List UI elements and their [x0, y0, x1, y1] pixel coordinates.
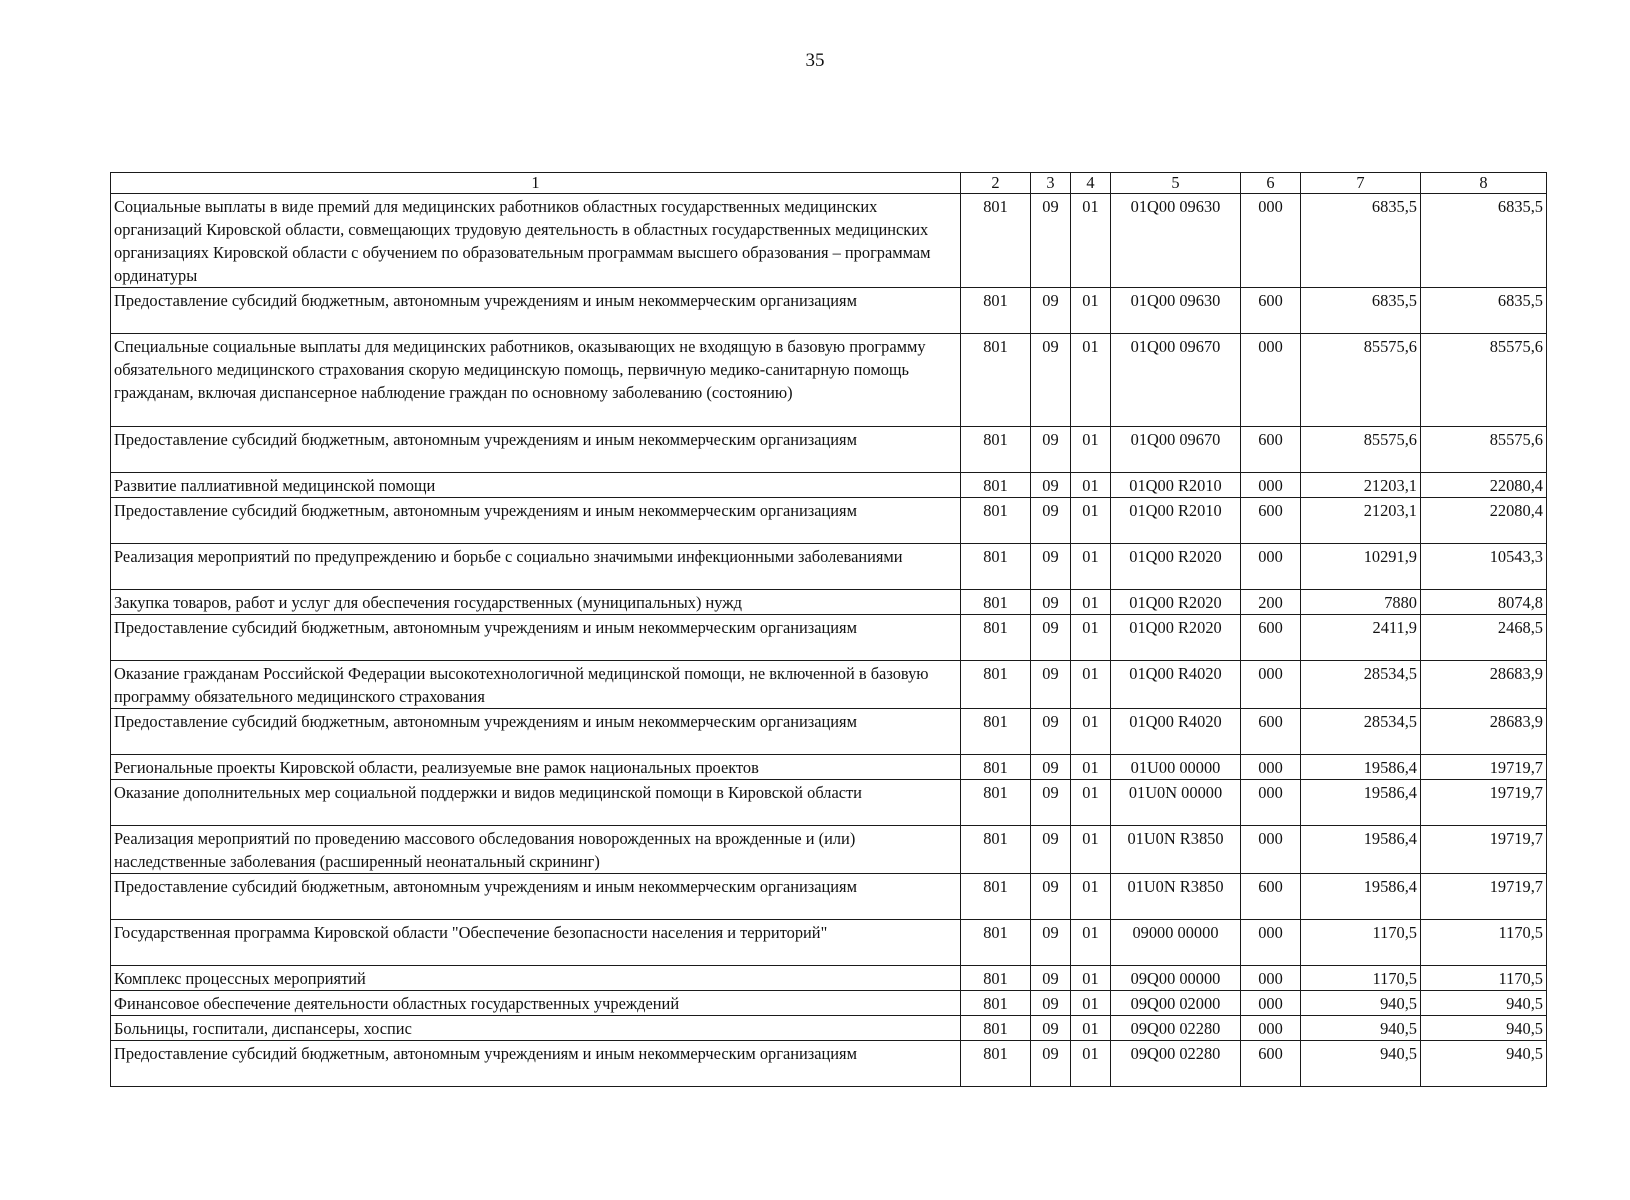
- row-code-2-cell: 801: [961, 334, 1031, 427]
- row-amount-7-cell: 85575,6: [1301, 334, 1421, 427]
- row-amount-8-cell: 6835,5: [1421, 288, 1547, 334]
- row-code-5-cell: 09Q00 02280: [1111, 1041, 1241, 1087]
- table-row: [111, 709, 1547, 755]
- row-code-3-cell: 09: [1031, 966, 1071, 991]
- row-code-2-cell: 801: [961, 1016, 1031, 1041]
- row-amount-8-cell: 1170,5: [1421, 920, 1547, 966]
- row-amount-7-cell: 6835,5: [1301, 194, 1421, 288]
- table-row: [111, 661, 1547, 709]
- row-code-6-cell: 000: [1241, 473, 1301, 498]
- row-code-3-cell: 09: [1031, 1041, 1071, 1087]
- row-code-5-cell: 01U0N 00000: [1111, 780, 1241, 826]
- table-row: [111, 874, 1547, 920]
- row-amount-7-cell: 940,5: [1301, 991, 1421, 1016]
- row-code-2-cell: 801: [961, 590, 1031, 615]
- row-code-4-cell: 01: [1071, 755, 1111, 780]
- row-code-6-cell: 600: [1241, 288, 1301, 334]
- row-code-6-cell: 200: [1241, 590, 1301, 615]
- row-code-6-cell: 600: [1241, 498, 1301, 544]
- row-amount-7-cell: 21203,1: [1301, 498, 1421, 544]
- row-code-5-cell: 01U0N R3850: [1111, 826, 1241, 874]
- row-code-4-cell: 01: [1071, 661, 1111, 709]
- row-code-3-cell: 09: [1031, 288, 1071, 334]
- row-name-cell: Развитие паллиативной медицинской помощи: [111, 473, 961, 498]
- row-amount-8-cell: 10543,3: [1421, 544, 1547, 590]
- row-name-cell: Специальные социальные выплаты для медицинских работников, оказывающих не входящую в базовую программу обязательного медицинского страхования скорую медицинскую помощь, первичную медико-санитарную помощь гражданам, включая диспансерное наблюдение граждан по основному заболеванию (состоянию): [111, 334, 961, 427]
- row-name-cell: Больницы, госпитали, диспансеры, хоспис: [111, 1016, 961, 1041]
- table-row: [111, 826, 1547, 874]
- row-code-2-cell: 801: [961, 615, 1031, 661]
- row-amount-8-cell: 28683,9: [1421, 709, 1547, 755]
- row-code-5-cell: 01Q00 R4020: [1111, 661, 1241, 709]
- row-code-4-cell: 01: [1071, 1041, 1111, 1087]
- row-code-2-cell: 801: [961, 920, 1031, 966]
- row-amount-7-cell: 6835,5: [1301, 288, 1421, 334]
- row-code-6-cell: 000: [1241, 1016, 1301, 1041]
- header-row: [111, 173, 1547, 194]
- table-row: [111, 194, 1547, 288]
- row-code-4-cell: 01: [1071, 498, 1111, 544]
- column-header: 1: [111, 173, 961, 194]
- row-code-3-cell: 09: [1031, 473, 1071, 498]
- table-row: [111, 615, 1547, 661]
- row-code-5-cell: 01Q00 R2010: [1111, 498, 1241, 544]
- row-code-2-cell: 801: [961, 755, 1031, 780]
- column-header: 6: [1241, 173, 1301, 194]
- table-row: [111, 780, 1547, 826]
- row-amount-8-cell: 19719,7: [1421, 755, 1547, 780]
- row-code-2-cell: 801: [961, 780, 1031, 826]
- row-code-3-cell: 09: [1031, 826, 1071, 874]
- row-code-5-cell: 09Q00 02280: [1111, 1016, 1241, 1041]
- row-code-6-cell: 600: [1241, 874, 1301, 920]
- row-name-cell: Реализация мероприятий по предупреждению и борьбе с социально значимыми инфекционными заболеваниями: [111, 544, 961, 590]
- row-code-2-cell: 801: [961, 826, 1031, 874]
- row-name-cell: Оказание дополнительных мер социальной поддержки и видов медицинской помощи в Кировской области: [111, 780, 961, 826]
- row-code-3-cell: 09: [1031, 755, 1071, 780]
- row-code-5-cell: 01Q00 R2020: [1111, 615, 1241, 661]
- table-row: [111, 590, 1547, 615]
- row-amount-7-cell: 28534,5: [1301, 709, 1421, 755]
- row-name-cell: Финансовое обеспечение деятельности областных государственных учреждений: [111, 991, 961, 1016]
- row-code-4-cell: 01: [1071, 991, 1111, 1016]
- row-code-4-cell: 01: [1071, 334, 1111, 427]
- row-amount-7-cell: 940,5: [1301, 1016, 1421, 1041]
- row-code-6-cell: 000: [1241, 544, 1301, 590]
- row-amount-7-cell: 1170,5: [1301, 920, 1421, 966]
- row-code-3-cell: 09: [1031, 661, 1071, 709]
- row-code-4-cell: 01: [1071, 826, 1111, 874]
- row-amount-8-cell: 940,5: [1421, 1016, 1547, 1041]
- row-code-5-cell: 01Q00 R2010: [1111, 473, 1241, 498]
- table-row: [111, 473, 1547, 498]
- row-code-4-cell: 01: [1071, 590, 1111, 615]
- row-code-6-cell: 000: [1241, 966, 1301, 991]
- row-code-3-cell: 09: [1031, 615, 1071, 661]
- column-header: 7: [1301, 173, 1421, 194]
- row-code-6-cell: 600: [1241, 615, 1301, 661]
- row-amount-8-cell: 1170,5: [1421, 966, 1547, 991]
- row-amount-8-cell: 22080,4: [1421, 498, 1547, 544]
- row-code-5-cell: 09000 00000: [1111, 920, 1241, 966]
- table-row: [111, 920, 1547, 966]
- row-code-6-cell: 000: [1241, 826, 1301, 874]
- row-amount-8-cell: 940,5: [1421, 1041, 1547, 1087]
- row-code-6-cell: 600: [1241, 427, 1301, 473]
- row-amount-8-cell: 22080,4: [1421, 473, 1547, 498]
- row-amount-7-cell: 2411,9: [1301, 615, 1421, 661]
- row-amount-8-cell: 28683,9: [1421, 661, 1547, 709]
- row-code-3-cell: 09: [1031, 780, 1071, 826]
- row-code-3-cell: 09: [1031, 590, 1071, 615]
- row-code-2-cell: 801: [961, 966, 1031, 991]
- row-code-2-cell: 801: [961, 661, 1031, 709]
- row-code-4-cell: 01: [1071, 615, 1111, 661]
- row-amount-7-cell: 19586,4: [1301, 826, 1421, 874]
- row-code-3-cell: 09: [1031, 334, 1071, 427]
- row-name-cell: Региональные проекты Кировской области, реализуемые вне рамок национальных проектов: [111, 755, 961, 780]
- table-row: [111, 427, 1547, 473]
- row-code-3-cell: 09: [1031, 194, 1071, 288]
- row-code-5-cell: 01Q00 09670: [1111, 334, 1241, 427]
- row-amount-8-cell: 2468,5: [1421, 615, 1547, 661]
- row-name-cell: Социальные выплаты в виде премий для медицинских работников областных государственных медицинских организаций Кировской области, совмещающих трудовую деятельность в областных государственных медицинских организациях Кировской области с обучением по образовательным программам высшего образования – программам ординатуры: [111, 194, 961, 288]
- table-row: [111, 966, 1547, 991]
- row-amount-8-cell: 19719,7: [1421, 826, 1547, 874]
- row-code-2-cell: 801: [961, 544, 1031, 590]
- row-code-4-cell: 01: [1071, 874, 1111, 920]
- table-row: [111, 498, 1547, 544]
- column-header: 4: [1071, 173, 1111, 194]
- budget-table: [110, 172, 1547, 1087]
- column-header: 2: [961, 173, 1031, 194]
- row-code-3-cell: 09: [1031, 544, 1071, 590]
- row-name-cell: Комплекс процессных мероприятий: [111, 966, 961, 991]
- row-code-2-cell: 801: [961, 709, 1031, 755]
- row-name-cell: Предоставление субсидий бюджетным, автономным учреждениям и иным некоммерческим организациям: [111, 615, 961, 661]
- row-code-2-cell: 801: [961, 1041, 1031, 1087]
- row-name-cell: Предоставление субсидий бюджетным, автономным учреждениям и иным некоммерческим организациям: [111, 498, 961, 544]
- row-amount-7-cell: 21203,1: [1301, 473, 1421, 498]
- row-code-2-cell: 801: [961, 991, 1031, 1016]
- row-amount-8-cell: 8074,8: [1421, 590, 1547, 615]
- row-name-cell: Предоставление субсидий бюджетным, автономным учреждениям и иным некоммерческим организациям: [111, 709, 961, 755]
- row-code-2-cell: 801: [961, 427, 1031, 473]
- row-code-2-cell: 801: [961, 874, 1031, 920]
- table-row: [111, 288, 1547, 334]
- row-code-4-cell: 01: [1071, 1016, 1111, 1041]
- table-row: [111, 334, 1547, 427]
- row-code-5-cell: 01U0N R3850: [1111, 874, 1241, 920]
- row-amount-8-cell: 6835,5: [1421, 194, 1547, 288]
- table-row: [111, 1016, 1547, 1041]
- row-amount-7-cell: 10291,9: [1301, 544, 1421, 590]
- row-code-6-cell: 000: [1241, 661, 1301, 709]
- row-code-2-cell: 801: [961, 473, 1031, 498]
- row-name-cell: Реализация мероприятий по проведению массового обследования новорожденных на врожденные и (или) наследственные заболевания (расширенный неонатальный скрининг): [111, 826, 961, 874]
- row-code-3-cell: 09: [1031, 991, 1071, 1016]
- row-code-4-cell: 01: [1071, 288, 1111, 334]
- row-code-5-cell: 01Q00 09630: [1111, 194, 1241, 288]
- row-amount-8-cell: 940,5: [1421, 991, 1547, 1016]
- row-amount-7-cell: 19586,4: [1301, 755, 1421, 780]
- row-code-6-cell: 000: [1241, 334, 1301, 427]
- row-name-cell: Предоставление субсидий бюджетным, автономным учреждениям и иным некоммерческим организациям: [111, 427, 961, 473]
- row-name-cell: Предоставление субсидий бюджетным, автономным учреждениям и иным некоммерческим организациям: [111, 288, 961, 334]
- row-amount-7-cell: 19586,4: [1301, 874, 1421, 920]
- row-name-cell: Предоставление субсидий бюджетным, автономным учреждениям и иным некоммерческим организациям: [111, 1041, 961, 1087]
- page-number: 35: [805, 50, 825, 71]
- row-code-5-cell: 01Q00 R2020: [1111, 544, 1241, 590]
- row-code-6-cell: 000: [1241, 991, 1301, 1016]
- row-code-5-cell: 09Q00 02000: [1111, 991, 1241, 1016]
- row-code-4-cell: 01: [1071, 473, 1111, 498]
- row-code-6-cell: 600: [1241, 1041, 1301, 1087]
- row-code-6-cell: 000: [1241, 755, 1301, 780]
- table-row: [111, 755, 1547, 780]
- row-code-4-cell: 01: [1071, 966, 1111, 991]
- table-body: [111, 194, 1547, 1087]
- row-amount-7-cell: 85575,6: [1301, 427, 1421, 473]
- row-amount-8-cell: 85575,6: [1421, 427, 1547, 473]
- row-code-4-cell: 01: [1071, 544, 1111, 590]
- row-code-4-cell: 01: [1071, 194, 1111, 288]
- row-code-5-cell: 01Q00 R4020: [1111, 709, 1241, 755]
- row-code-5-cell: 01U00 00000: [1111, 755, 1241, 780]
- row-code-4-cell: 01: [1071, 780, 1111, 826]
- row-code-3-cell: 09: [1031, 874, 1071, 920]
- table-row: [111, 991, 1547, 1016]
- row-amount-8-cell: 85575,6: [1421, 334, 1547, 427]
- row-amount-7-cell: 19586,4: [1301, 780, 1421, 826]
- column-header: 5: [1111, 173, 1241, 194]
- column-header: 8: [1421, 173, 1547, 194]
- row-code-3-cell: 09: [1031, 920, 1071, 966]
- row-code-3-cell: 09: [1031, 709, 1071, 755]
- row-amount-7-cell: 28534,5: [1301, 661, 1421, 709]
- row-code-5-cell: 01Q00 R2020: [1111, 590, 1241, 615]
- table-row: [111, 1041, 1547, 1087]
- row-code-4-cell: 01: [1071, 920, 1111, 966]
- row-amount-8-cell: 19719,7: [1421, 780, 1547, 826]
- row-code-5-cell: 01Q00 09630: [1111, 288, 1241, 334]
- row-amount-7-cell: 1170,5: [1301, 966, 1421, 991]
- row-amount-8-cell: 19719,7: [1421, 874, 1547, 920]
- row-code-4-cell: 01: [1071, 427, 1111, 473]
- row-code-6-cell: 000: [1241, 194, 1301, 288]
- row-name-cell: Государственная программа Кировской области "Обеспечение безопасности населения и территорий": [111, 920, 961, 966]
- row-amount-7-cell: 7880: [1301, 590, 1421, 615]
- row-code-6-cell: 000: [1241, 920, 1301, 966]
- row-code-2-cell: 801: [961, 194, 1031, 288]
- row-code-3-cell: 09: [1031, 1016, 1071, 1041]
- row-code-2-cell: 801: [961, 498, 1031, 544]
- row-code-3-cell: 09: [1031, 427, 1071, 473]
- row-name-cell: Закупка товаров, работ и услуг для обеспечения государственных (муниципальных) нужд: [111, 590, 961, 615]
- row-code-5-cell: 09Q00 00000: [1111, 966, 1241, 991]
- row-code-5-cell: 01Q00 09670: [1111, 427, 1241, 473]
- row-code-2-cell: 801: [961, 288, 1031, 334]
- row-code-4-cell: 01: [1071, 709, 1111, 755]
- table-row: [111, 544, 1547, 590]
- row-code-6-cell: 600: [1241, 709, 1301, 755]
- row-code-3-cell: 09: [1031, 498, 1071, 544]
- row-name-cell: Предоставление субсидий бюджетным, автономным учреждениям и иным некоммерческим организациям: [111, 874, 961, 920]
- row-name-cell: Оказание гражданам Российской Федерации высокотехнологичной медицинской помощи, не включенной в базовую программу обязательного медицинского страхования: [111, 661, 961, 709]
- row-amount-7-cell: 940,5: [1301, 1041, 1421, 1087]
- row-code-6-cell: 000: [1241, 780, 1301, 826]
- column-header: 3: [1031, 173, 1071, 194]
